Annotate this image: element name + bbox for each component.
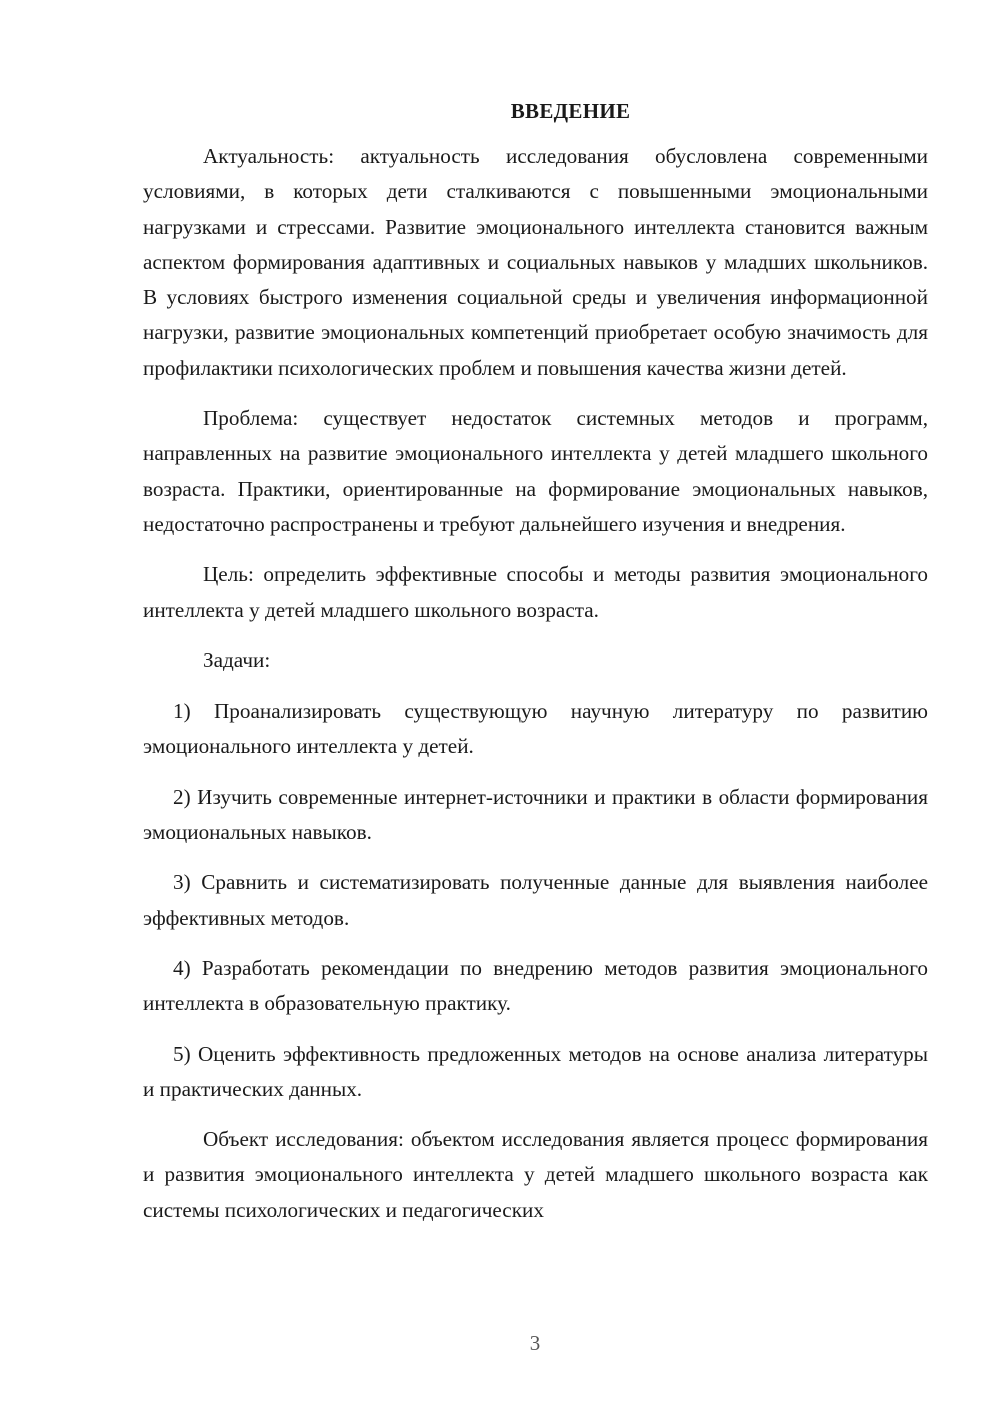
task-item-1: 1) Проанализировать существующую научную литературу по развитию эмоционального интеллекта у детей. (143, 699, 928, 759)
document-page (143, 94, 928, 1243)
paragraph-goal: Цель: определить эффективные способы и методы развития эмоционального интеллекта у детей младшего школьного возраста. (143, 562, 928, 622)
task-item-3: 3) Сравнить и систематизировать полученные данные для выявления наиболее эффективных методов. (143, 870, 928, 930)
paragraph-relevance: Актуальность: актуальность исследования обусловлена современными условиями, в которых дети сталкиваются с повышенными эмоциональными нагрузками и стрессами. Развитие эмоционального интеллекта становится важным аспектом формирования адаптивных и социальных навыков у младших школьников. В условиях быстрого изменения социальной среды и увеличения информационной нагрузки, развитие эмоциональных компетенций приобретает особую значимость для профилактики психологических проблем и повышения качества жизни детей. (143, 144, 928, 380)
paragraph-research-object: Объект исследования: объектом исследования является процесс формирования и развития эмоционального интеллекта у детей младшего школьного возраста как системы психологических и педагогических (143, 1127, 928, 1222)
section-heading: ВВЕДЕНИЕ (510, 99, 631, 123)
paragraph-problem: Проблема: существует недостаток системных методов и программ, направленных на развитие эмоционального интеллекта у детей младшего школьного возраста. Практики, ориентированные на формирование эмоциональных навыков, недостаточно распространены и требуют дальнейшего изучения и внедрения. (143, 406, 928, 536)
task-item-2: 2) Изучить современные интернет-источники и практики в области формирования эмоциональных навыков. (143, 784, 928, 845)
paragraph-tasks-label: Задачи: (203, 647, 271, 672)
task-item-5: 5) Оценить эффективность предложенных методов на основе анализа литературы и практических данных. (143, 1041, 928, 1101)
page-number: 3 (529, 1331, 541, 1355)
task-item-4: 4) Разработать рекомендации по внедрению методов развития эмоционального интеллекта в образовательную практику. (143, 955, 928, 1016)
